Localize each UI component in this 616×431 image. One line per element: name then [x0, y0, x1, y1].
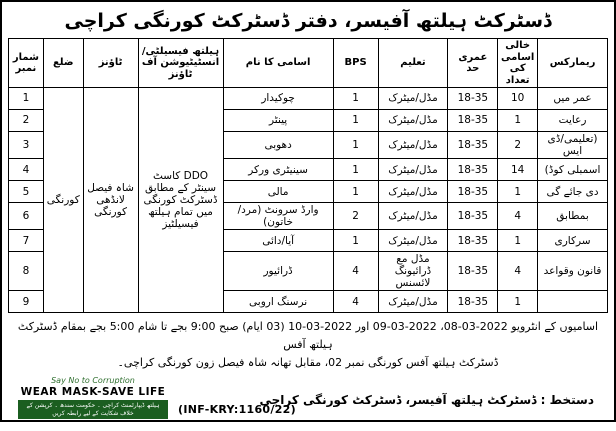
cell-bps: 1: [333, 159, 378, 181]
signature-line: دستخط : ڈسٹرکٹ ہیلتھ آفیسر، ڈسٹرکٹ کورنگی کراچی: [259, 393, 594, 408]
cell-education: مڈل/میٹرک: [378, 203, 448, 230]
cell-age: 18-35: [448, 159, 498, 181]
cell-bps: 1: [333, 230, 378, 252]
cell-remark: (تعلیمی/ڈی ایس: [538, 132, 608, 159]
cell-education: مڈل/میٹرک: [378, 291, 448, 313]
campaign-logo: [18, 377, 168, 419]
table-row: [9, 88, 608, 110]
cell-district: کورنگی: [43, 88, 83, 313]
col-remarks: ریمارکس: [538, 39, 608, 88]
table-body: [9, 88, 608, 313]
cell-age: 18-35: [448, 132, 498, 159]
cell-age: 18-35: [448, 181, 498, 203]
cell-age: 18-35: [448, 88, 498, 110]
cell-education: مڈل/میٹرک: [378, 159, 448, 181]
cell-bps: 1: [333, 110, 378, 132]
cell-remark: عمر میں: [538, 88, 608, 110]
cell-age: 18-35: [448, 230, 498, 252]
interview-details: [8, 313, 608, 371]
cell-post: دھوبی: [223, 132, 333, 159]
cell-bps: 2: [333, 203, 378, 230]
cell-education: مڈل/میٹرک: [378, 132, 448, 159]
cell-quantity: 1: [498, 110, 538, 132]
cell-serial: 2: [9, 110, 44, 132]
cell-bps: 1: [333, 181, 378, 203]
table-header-row: [9, 39, 608, 88]
vacancy-table: [8, 38, 608, 313]
cell-serial: 4: [9, 159, 44, 181]
cell-remark: رعایت: [538, 110, 608, 132]
document-footer: [8, 377, 608, 431]
cell-age: 18-35: [448, 203, 498, 230]
cell-post: سینیٹری ورکر: [223, 159, 333, 181]
col-education: تعلیم: [378, 39, 448, 88]
cell-bps: 4: [333, 291, 378, 313]
table-header: [9, 39, 608, 88]
cell-post: مالی: [223, 181, 333, 203]
col-tehsil: ٹاؤنز: [83, 39, 138, 88]
cell-quantity: 4: [498, 252, 538, 291]
cell-serial: 8: [9, 252, 44, 291]
cell-age: 18-35: [448, 291, 498, 313]
cell-quantity: 10: [498, 88, 538, 110]
col-age: عمری حد: [448, 39, 498, 88]
cell-post: پینٹر: [223, 110, 333, 132]
interview-line-1: اسامیوں کے انٹرویو 2022-03-08، 2022-03-09 اور 2022-03-10 (03 ایام) صبح 9:00 بجے تا شام 5:00 بجے بمقام ڈسٹرکٹ ہیلتھ آفس: [17, 320, 599, 352]
cell-quantity: 1: [498, 291, 538, 313]
cell-serial: 9: [9, 291, 44, 313]
cell-education: مڈل/میٹرک: [378, 181, 448, 203]
cell-education: مڈل/میٹرک: [378, 230, 448, 252]
col-district: ضلع: [43, 39, 83, 88]
cell-bps: 1: [333, 88, 378, 110]
anti-corruption-text: Say No to Corruption: [51, 376, 135, 386]
cell-serial: 1: [9, 88, 44, 110]
cell-bps: 4: [333, 252, 378, 291]
interview-line-2: ڈسٹرکٹ ہیلتھ آفس کورنگی نمبر 02، مقابل تھانہ شاہ فیصل زون کورنگی کراچی۔: [117, 355, 499, 369]
department-bar: ہیلتھ ڈیپارٹمنٹ کراچی ۔ حکومت سندھ ۔ کرپشن کے خلاف شکایت کے لیے رابطہ کریں: [18, 400, 168, 419]
cell-quantity: 1: [498, 230, 538, 252]
cell-remark: دی جائے گی: [538, 181, 608, 203]
cell-education: مڈل/میٹرک: [378, 110, 448, 132]
cell-remark: قانون وقواعد: [538, 252, 608, 291]
cell-remark: اسمبلی کوڈ): [538, 159, 608, 181]
cell-quantity: 2: [498, 132, 538, 159]
col-bps: BPS: [333, 39, 378, 88]
cell-remark: بمطابق: [538, 203, 608, 230]
cell-post: آیا/دائی: [223, 230, 333, 252]
cell-post: وارڈ سرونٹ (مرد/خاتون): [223, 203, 333, 230]
cell-post: چوکیدار: [223, 88, 333, 110]
cell-bps: 1: [333, 132, 378, 159]
page-title: ڈسٹرکٹ ہیلتھ آفیسر، دفتر ڈسٹرکٹ کورنگی کراچی: [64, 10, 552, 32]
col-post: اسامی کا نام: [223, 39, 333, 88]
cell-age: 18-35: [448, 252, 498, 291]
cell-serial: 5: [9, 181, 44, 203]
cell-age: 18-35: [448, 110, 498, 132]
cell-serial: 7: [9, 230, 44, 252]
cell-serial: 6: [9, 203, 44, 230]
inf-code: (INF-KRY:1160/22): [178, 403, 296, 417]
mask-slogan: WEAR MASK-SAVE LIFE: [20, 386, 166, 399]
col-quantity: خالی اسامی کی تعداد: [498, 39, 538, 88]
cell-tehsil: شاہ فیصل لانڈھی کورنگی: [83, 88, 138, 313]
cell-remark: [538, 291, 608, 313]
cell-post: نرسنگ اروبی: [223, 291, 333, 313]
cell-post: ڈرائیور: [223, 252, 333, 291]
cell-quantity: 14: [498, 159, 538, 181]
cell-education: مڈل مع ڈرائیونگ لائسنس: [378, 252, 448, 291]
cell-facility: DDO کاسٹ سینٹر کے مطابق ڈسٹرکٹ کورنگی میں تمام ہیلتھ فیسیلٹیز: [138, 88, 223, 313]
cell-education: مڈل/میٹرک: [378, 88, 448, 110]
cell-remark: سرکاری: [538, 230, 608, 252]
col-serial: شمار نمبر: [9, 39, 44, 88]
cell-serial: 3: [9, 132, 44, 159]
cell-quantity: 4: [498, 203, 538, 230]
col-facility: ہیلتھ فیسیلٹی/ انسٹیٹیوشن آف ٹاؤنز: [138, 39, 223, 88]
cell-quantity: 1: [498, 181, 538, 203]
